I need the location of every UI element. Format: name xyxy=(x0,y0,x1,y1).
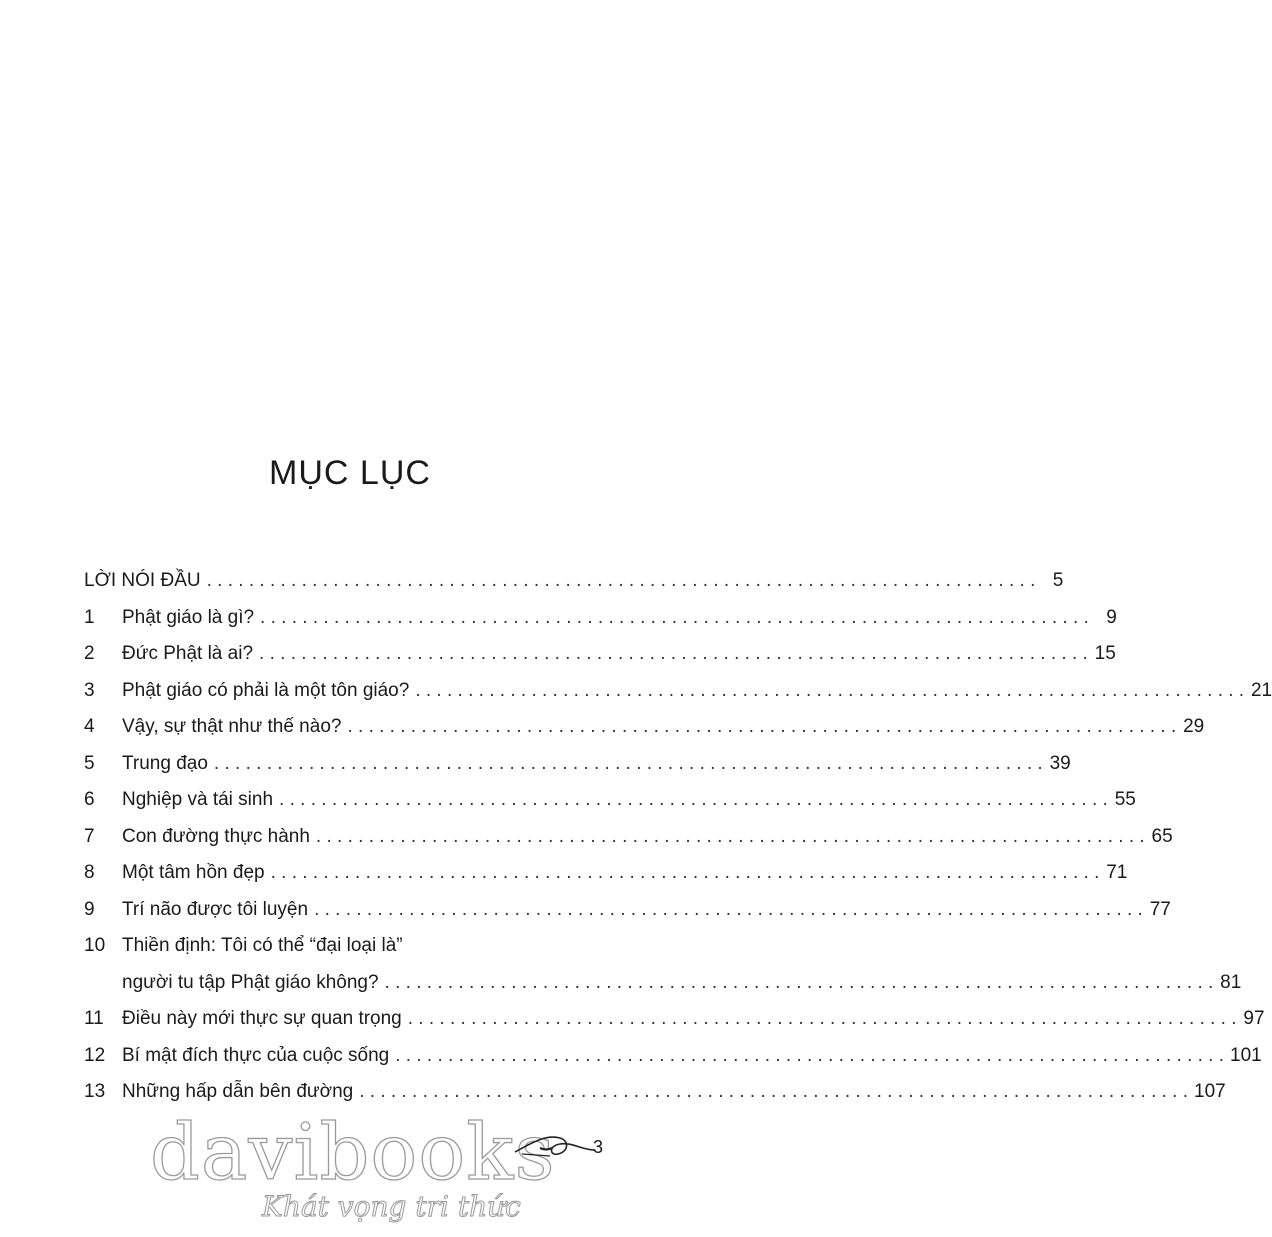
dot-leader xyxy=(260,600,1089,637)
table-of-contents xyxy=(84,563,1272,1111)
ornament-icon xyxy=(510,1124,600,1164)
toc-entry-number: 3 xyxy=(84,679,95,701)
toc-entry-number: 10 xyxy=(84,935,106,956)
toc-entry-title-line1: Thiền định: Tôi có thể “đại loại là” xyxy=(122,935,403,956)
toc-entry[interactable] xyxy=(84,1038,1262,1075)
toc-entry-number: 2 xyxy=(84,643,95,664)
toc-entry-number: 8 xyxy=(84,862,95,883)
toc-entry-page: 15 xyxy=(1094,643,1116,664)
toc-entry[interactable] xyxy=(84,746,1071,783)
toc-entry[interactable] xyxy=(84,709,1205,746)
toc-entry-page: 29 xyxy=(1183,716,1205,737)
toc-entry-title: người tu tập Phật giáo không? xyxy=(122,971,379,993)
toc-entry[interactable] xyxy=(84,782,1136,819)
toc-entry-title: Trung đạo xyxy=(122,752,208,774)
toc-entry-title: Nghiệp và tái sinh xyxy=(122,789,274,810)
toc-entry-page: 101 xyxy=(1230,1044,1262,1066)
toc-entry-title: Con đường thực hành xyxy=(122,825,310,847)
toc-entry-title: Bí mật đích thực của cuộc sống xyxy=(122,1044,390,1066)
toc-entry-number: 7 xyxy=(84,825,95,847)
toc-entry[interactable] xyxy=(84,636,1116,673)
toc-entry[interactable] xyxy=(84,892,1171,929)
toc-entry[interactable] xyxy=(84,1001,1265,1038)
toc-entry-number: 4 xyxy=(84,716,95,737)
toc-entry-number: 13 xyxy=(84,1081,106,1102)
toc-entry-title: Trí não được tôi luyện xyxy=(122,898,309,920)
toc-entry-page: 5 xyxy=(1052,570,1064,591)
toc-entry-page: 39 xyxy=(1049,752,1071,774)
toc-entry[interactable] xyxy=(84,673,1272,710)
dot-leader xyxy=(385,965,1214,1002)
toc-entry-page: 55 xyxy=(1114,789,1136,810)
dot-leader xyxy=(415,673,1244,710)
toc-entry-title: Một tâm hồn đẹp xyxy=(122,862,265,883)
toc-entry-page: 107 xyxy=(1194,1081,1226,1102)
toc-entry-page: 77 xyxy=(1149,898,1171,920)
toc-entry-number: 5 xyxy=(84,752,95,774)
toc-entry-title: Phật giáo có phải là một tôn giáo? xyxy=(122,679,410,701)
toc-entry-title: Điều này mới thực sự quan trọng xyxy=(122,1008,402,1029)
toc-entry-page: 65 xyxy=(1151,825,1173,847)
toc-entry[interactable] xyxy=(84,855,1128,892)
toc-entry-number: 1 xyxy=(84,606,95,628)
toc-entry-title: LỜI NÓI ĐẦU xyxy=(84,570,201,591)
page-number: 3 xyxy=(593,1137,604,1157)
dot-leader xyxy=(408,1001,1237,1038)
toc-entry-page: 9 xyxy=(1106,606,1117,628)
toc-entry-page: 71 xyxy=(1106,862,1128,883)
toc-entry-number: 12 xyxy=(84,1044,106,1066)
toc-entry-title: Những hấp dẫn bên đường xyxy=(122,1081,354,1102)
toc-entry[interactable] xyxy=(84,928,1242,1001)
dot-leader xyxy=(316,819,1145,856)
toc-entry-title: Phật giáo là gì? xyxy=(122,606,255,628)
toc-entry-number: 9 xyxy=(84,898,95,920)
toc-entry-number: 11 xyxy=(84,1008,104,1029)
toc-entry[interactable] xyxy=(84,819,1173,856)
dot-leader xyxy=(359,1074,1188,1111)
watermark-tagline: Khát vọng tri thức xyxy=(262,1190,521,1223)
toc-entry-title: Vậy, sự thật như thế nào? xyxy=(122,716,342,737)
dot-leader xyxy=(279,782,1108,819)
toc-entry-foreword[interactable] xyxy=(84,563,1064,600)
toc-entry-number: 6 xyxy=(84,789,95,810)
dot-leader xyxy=(271,855,1100,892)
toc-entry-page: 21 xyxy=(1250,679,1272,701)
dot-leader xyxy=(395,1038,1224,1075)
toc-entry[interactable] xyxy=(84,1074,1226,1111)
toc-entry-page: 81 xyxy=(1220,971,1242,993)
toc-entry-page: 97 xyxy=(1243,1008,1265,1029)
dot-leader xyxy=(259,636,1088,673)
dot-leader xyxy=(214,746,1043,783)
toc-entry-title: Đức Phật là ai? xyxy=(122,643,254,664)
dot-leader xyxy=(314,892,1143,929)
toc-entry[interactable] xyxy=(84,600,1117,637)
watermark: davibooks xyxy=(150,1108,556,1198)
dot-leader xyxy=(207,563,1036,600)
dot-leader xyxy=(347,709,1176,746)
page-title: MỤC LỤC xyxy=(269,454,431,492)
